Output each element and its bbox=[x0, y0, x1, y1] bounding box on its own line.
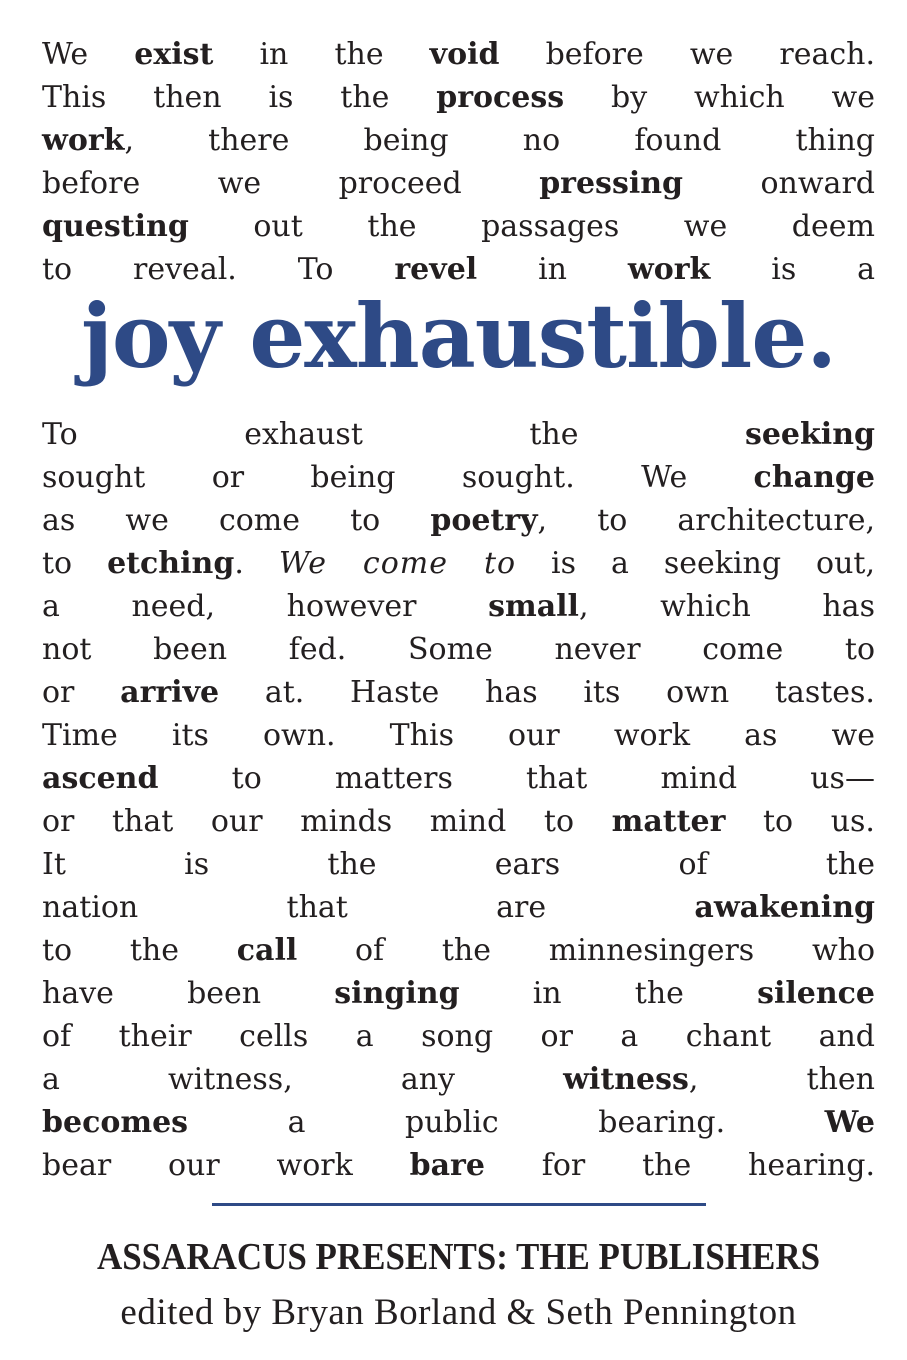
poem-line bbox=[42, 546, 876, 581]
poem-word: then bbox=[153, 80, 222, 115]
poem-word: us. bbox=[830, 804, 875, 839]
poem-word: we bbox=[683, 209, 728, 244]
poem-word: been bbox=[153, 632, 228, 667]
poem-line bbox=[42, 252, 875, 287]
emphasized-word: ascend bbox=[42, 761, 159, 796]
poem-line bbox=[42, 123, 875, 158]
poem-word: minnesingers bbox=[548, 933, 755, 968]
poem-word: Time bbox=[42, 718, 118, 753]
poem-word: to bbox=[597, 503, 628, 538]
poem-word: we bbox=[689, 37, 734, 72]
poem-word: , bbox=[688, 1062, 699, 1097]
poem-word: to bbox=[844, 632, 876, 667]
poem-word: not bbox=[42, 632, 92, 667]
poem-word: as bbox=[42, 503, 76, 538]
emphasized-word: singing bbox=[334, 976, 460, 1011]
poem-word: the bbox=[340, 80, 390, 115]
poem-word: passages bbox=[481, 209, 620, 244]
poem-word: bear bbox=[42, 1148, 112, 1183]
emphasized-word: seeking bbox=[744, 417, 875, 452]
poem-word: there bbox=[208, 123, 290, 158]
poem-word: We bbox=[641, 460, 688, 495]
poem-word: a bbox=[611, 546, 629, 581]
poem-word: fed. bbox=[288, 632, 347, 667]
emphasized-word: process bbox=[436, 80, 565, 115]
poem-word: thing bbox=[795, 123, 875, 158]
poem-word: the bbox=[441, 933, 492, 968]
poem-word: sought bbox=[42, 460, 146, 495]
poem-word: own. bbox=[262, 718, 336, 753]
poem-word: matters bbox=[334, 761, 453, 796]
poem-line bbox=[42, 589, 875, 624]
poem-word: reach. bbox=[779, 37, 876, 72]
poem-word: to bbox=[762, 804, 794, 839]
poem-line bbox=[42, 632, 876, 667]
poem-word: of bbox=[42, 1019, 72, 1054]
poem-word: come bbox=[218, 503, 301, 538]
poem-line bbox=[42, 209, 875, 244]
poem-word: to bbox=[231, 761, 262, 796]
poem-word: that bbox=[111, 804, 174, 839]
emphasized-word: work bbox=[627, 252, 711, 287]
poem-word: and bbox=[818, 1019, 875, 1054]
poem-word: has bbox=[485, 675, 538, 710]
poem-word: that bbox=[526, 761, 588, 796]
poem-line bbox=[42, 890, 875, 925]
poem-line bbox=[42, 460, 875, 495]
poem-word: at. bbox=[264, 675, 305, 710]
book-title: ASSARACUS PRESENTS: THE PUBLISHERS bbox=[96, 1236, 821, 1278]
poem-word: or bbox=[42, 675, 75, 710]
poem-word: to bbox=[42, 933, 73, 968]
poem-word: ears bbox=[494, 847, 561, 882]
poem-word: in bbox=[538, 252, 567, 287]
poem-word: or bbox=[540, 1019, 573, 1054]
poem-word: onward bbox=[760, 166, 875, 201]
poem-word: found bbox=[634, 123, 722, 158]
italic-phrase: We come to bbox=[278, 546, 517, 581]
poem-line bbox=[42, 503, 875, 538]
poem-line bbox=[42, 1062, 875, 1097]
poem-word: This bbox=[42, 80, 107, 115]
poem-word: , bbox=[578, 589, 589, 624]
poem-word: been bbox=[187, 976, 262, 1011]
emphasized-word: silence bbox=[757, 976, 876, 1011]
poem-word: for bbox=[541, 1148, 586, 1183]
poem-word: , bbox=[124, 123, 134, 158]
poem-line bbox=[42, 1019, 875, 1054]
poem-word: the bbox=[327, 847, 377, 882]
poem-word: reveal. bbox=[133, 252, 237, 287]
poem-word: come bbox=[702, 632, 784, 667]
poem-word: in bbox=[259, 37, 289, 72]
poem-word: to bbox=[543, 804, 575, 839]
poem-word: our bbox=[508, 718, 560, 753]
poem-word: a bbox=[42, 589, 60, 624]
poem-word: us— bbox=[810, 761, 875, 796]
poem-word: then bbox=[806, 1062, 875, 1097]
emphasized-word: void bbox=[429, 37, 500, 72]
poem-word: architecture, bbox=[677, 503, 875, 538]
emphasized-word: change bbox=[753, 460, 875, 495]
poem-word: or bbox=[42, 804, 75, 839]
poem-word: out, bbox=[816, 546, 876, 581]
poem-word: that bbox=[286, 890, 348, 925]
poem-word: work bbox=[613, 718, 691, 753]
poem-line bbox=[42, 417, 875, 452]
emphasized-word: arrive bbox=[120, 675, 220, 710]
poem-word: work bbox=[276, 1148, 353, 1183]
poem-word: the bbox=[825, 847, 875, 882]
poem-line bbox=[42, 1105, 875, 1140]
poem-word: public bbox=[405, 1105, 499, 1140]
poem-word: we bbox=[831, 718, 875, 753]
poem-word: We bbox=[42, 37, 89, 72]
emphasized-word: revel bbox=[394, 252, 478, 287]
emphasized-word: poetry bbox=[430, 503, 538, 538]
poem-word: we bbox=[831, 80, 875, 115]
poem-line bbox=[42, 718, 875, 753]
poem-word: mind bbox=[660, 761, 738, 796]
poem-word: It bbox=[42, 847, 66, 882]
poem-line bbox=[42, 976, 876, 1011]
poem-word: is bbox=[771, 252, 797, 287]
poem-word: which bbox=[693, 80, 785, 115]
poem-word: proceed bbox=[338, 166, 462, 201]
poem-word: minds bbox=[300, 804, 393, 839]
poem-word: are bbox=[496, 890, 547, 925]
poem-word: never bbox=[554, 632, 641, 667]
poem-line bbox=[42, 761, 875, 796]
emphasized-word: We bbox=[824, 1105, 875, 1140]
poem-word: witness, bbox=[168, 1062, 293, 1097]
poem-word: before bbox=[42, 166, 141, 201]
poem-line bbox=[42, 804, 875, 839]
poem-word: seeking bbox=[663, 546, 782, 581]
poem-word: by bbox=[611, 80, 648, 115]
poem-word: is bbox=[551, 546, 577, 581]
poem-word: bearing. bbox=[598, 1105, 726, 1140]
poem-word: who bbox=[811, 933, 875, 968]
poem-word: , bbox=[537, 503, 548, 538]
poem-word: sought. bbox=[461, 460, 575, 495]
emphasized-word: etching bbox=[107, 546, 235, 581]
poem-word: of bbox=[354, 933, 385, 968]
poem-word: our bbox=[168, 1148, 220, 1183]
poem-word: a bbox=[355, 1019, 374, 1054]
poem-line bbox=[42, 80, 875, 115]
poem-word: Some bbox=[407, 632, 493, 667]
emphasized-word: awakening bbox=[694, 890, 875, 925]
poem-word: or bbox=[211, 460, 245, 495]
divider-rule bbox=[212, 1203, 706, 1206]
poem-word: hearing. bbox=[748, 1148, 875, 1183]
poem-word: has bbox=[822, 589, 875, 624]
poem-word: which bbox=[660, 589, 751, 624]
poem-word: out bbox=[253, 209, 303, 244]
emphasized-word: matter bbox=[611, 804, 726, 839]
poem-word: the bbox=[634, 976, 684, 1011]
poem-word: as bbox=[744, 718, 778, 753]
poem-word: chant bbox=[685, 1019, 772, 1054]
poem-word: the bbox=[642, 1148, 692, 1183]
poem-word: have bbox=[42, 976, 114, 1011]
poem-word: deem bbox=[791, 209, 875, 244]
poem-word: being bbox=[363, 123, 449, 158]
poem-word: any bbox=[400, 1062, 455, 1097]
poem-line bbox=[42, 933, 875, 968]
poem-word: to bbox=[42, 252, 73, 287]
poem-word: a bbox=[620, 1019, 639, 1054]
emphasized-word: small bbox=[488, 589, 579, 624]
poem-line bbox=[42, 166, 875, 201]
emphasized-word: questing bbox=[42, 209, 189, 244]
poem-word: a bbox=[857, 252, 875, 287]
poem-word: need, bbox=[131, 589, 216, 624]
poem-word: is bbox=[184, 847, 210, 882]
poem-word: however bbox=[286, 589, 417, 624]
poem-word: we bbox=[217, 166, 262, 201]
poem-word: the bbox=[529, 417, 579, 452]
poem-word: before bbox=[545, 37, 644, 72]
poem-word: its bbox=[171, 718, 209, 753]
poem-word: their bbox=[118, 1019, 192, 1054]
emphasized-word: exist bbox=[134, 37, 214, 72]
poem-word: To bbox=[297, 252, 334, 287]
poem-word: nation bbox=[42, 890, 139, 925]
poem-word: a bbox=[42, 1062, 60, 1097]
poem-line bbox=[42, 1148, 875, 1183]
poem-word: song bbox=[421, 1019, 494, 1054]
headline: joy exhaustible. bbox=[81, 284, 836, 388]
poem-word: its bbox=[583, 675, 621, 710]
poem-word: This bbox=[389, 718, 454, 753]
poem-word: no bbox=[522, 123, 561, 158]
poem-word: own bbox=[666, 675, 730, 710]
poem-word: tastes. bbox=[774, 675, 875, 710]
emphasized-word: witness bbox=[563, 1062, 689, 1097]
poem-word: . bbox=[234, 546, 244, 581]
poem-line bbox=[42, 847, 875, 882]
poem-line bbox=[42, 37, 876, 72]
poem-word: of bbox=[678, 847, 708, 882]
poem-line bbox=[42, 675, 875, 710]
poem-word: mind bbox=[429, 804, 507, 839]
poem-word: the bbox=[367, 209, 417, 244]
poem-word: Haste bbox=[350, 675, 440, 710]
poem-word: our bbox=[210, 804, 263, 839]
poem-word: to bbox=[350, 503, 381, 538]
emphasized-word: bare bbox=[409, 1148, 485, 1183]
emphasized-word: pressing bbox=[539, 166, 684, 201]
poem-word: to bbox=[42, 546, 73, 581]
poem-word: is bbox=[268, 80, 294, 115]
poem-word: a bbox=[287, 1105, 306, 1140]
poem-word: being bbox=[310, 460, 396, 495]
poem-word: the bbox=[129, 933, 179, 968]
emphasized-word: work bbox=[42, 123, 125, 158]
emphasized-word: call bbox=[236, 933, 298, 968]
poem-word: To bbox=[42, 417, 78, 452]
emphasized-word: becomes bbox=[42, 1105, 189, 1140]
poem-word: we bbox=[125, 503, 169, 538]
editors-credit: edited by Bryan Borland & Seth Pennington bbox=[120, 1292, 797, 1333]
poem-word: the bbox=[334, 37, 384, 72]
poem-word: exhaust bbox=[244, 417, 363, 452]
poem-word: cells bbox=[239, 1019, 309, 1054]
poem-word: in bbox=[532, 976, 562, 1011]
